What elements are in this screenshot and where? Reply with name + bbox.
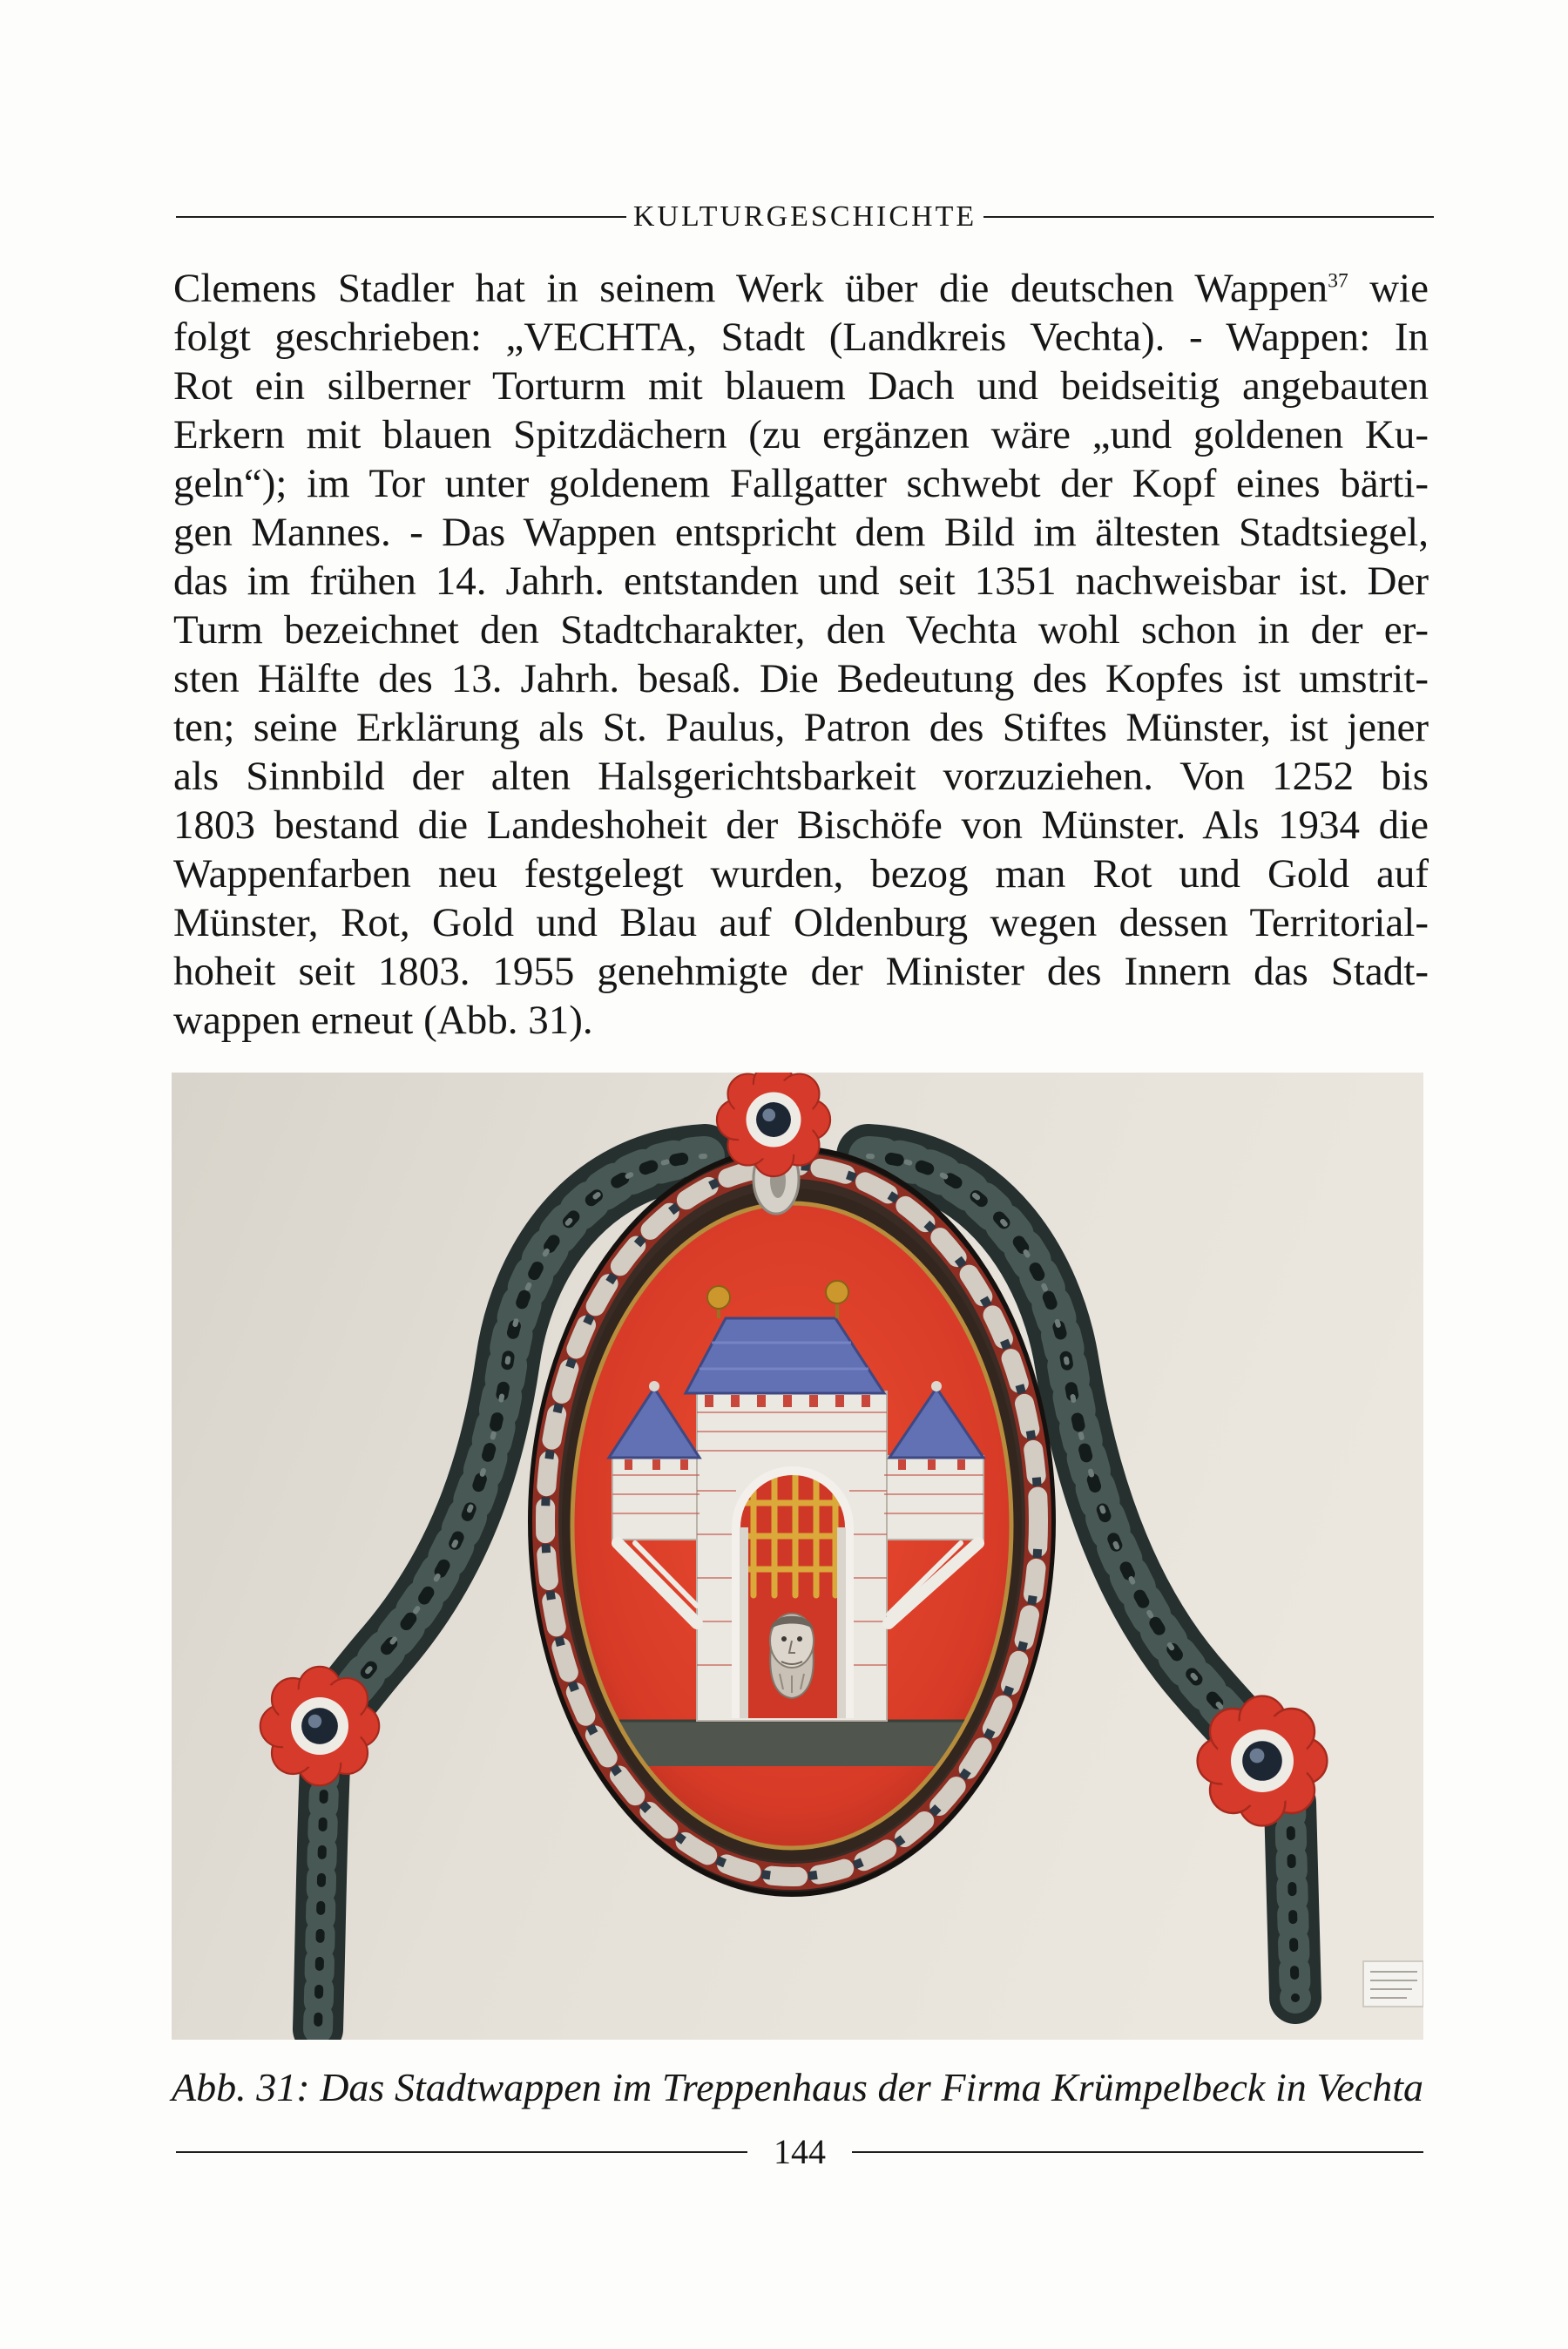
body-line: sten Hälfte des 13. Jahrh. besaß. Die Bedeutung des Kopfes ist umstrit- [173,656,1429,701]
running-head-rule-right [983,216,1434,218]
body-line: 1803 bestand die Landeshoheit der Bischöfe von Münster. Als 1934 die [173,802,1429,848]
rosette-top [717,1073,830,1176]
body-line [173,264,1429,313]
folio-rule-right [852,2151,1423,2153]
body-line: Erkern mit blauen Spitzdächern (zu ergänzen wäre „und goldenen Ku- [173,412,1429,457]
body-line: Wappenfarben neu festgelegt wurden, bezog man Rot und Gold auf [173,851,1429,897]
running-head-rule-left [176,216,626,218]
body-line: Münster, Rot, Gold und Blau auf Oldenburg wegen dessen Territorial- [173,900,1429,945]
rosette-left [260,1667,379,1785]
golden-ball [826,1281,848,1303]
page-number: 144 [774,2132,826,2171]
figure-photo [172,1073,1423,2040]
figure-caption: Abb. 31: Das Stadtwappen im Treppenhaus der Firma Krümpelbeck in Vechta [172,2065,1423,2109]
body-line: gen Mannes. - Das Wappen entspricht dem Bild im ältesten Stadtsiegel, [173,510,1429,555]
body-line: geln“); im Tor unter goldenem Fallgatter schwebt der Kopf eines bärti- [173,461,1429,506]
folio-rule-left [176,2151,747,2153]
wall-label [1363,1961,1423,2007]
running-head-title: KULTURGESCHICHTE [632,200,977,233]
body-line-text: Clemens Stadler hat in seinem Werk über die deutschen Wappen [173,266,1328,311]
body-text [173,264,1429,1045]
body-line: ten; seine Erklärung als St. Paulus, Patron des Stiftes Münster, ist jener [173,705,1429,750]
body-line: hoheit seit 1803. 1955 genehmigte der Minister des Innern das Stadt- [173,949,1429,994]
body-line: als Sinnbild der alten Halsgerichtsbarkeit vorzuziehen. Von 1252 bis [173,754,1429,799]
folio [176,2133,1423,2171]
body-line: folgt geschrieben: „VECHTA, Stadt (Landkreis Vechta). - Wappen: In [173,315,1429,360]
footnote-reference: 37 [1328,269,1348,293]
running-head [176,199,1434,235]
bearded-head [770,1614,814,1698]
coat-of-arms-photo [172,1073,1423,2040]
body-line: wappen erneut (Abb. 31). [173,998,593,1043]
golden-ball [707,1286,730,1309]
body-line-text: wie [1348,266,1429,311]
body-line: das im frühen 14. Jahrh. entstanden und seit 1351 nachweisbar ist. Der [173,558,1429,604]
rosette-right [1198,1696,1328,1826]
body-line: Turm bezeichnet den Stadtcharakter, den Vechta wohl schon in der er- [173,607,1429,653]
body-line: Rot ein silberner Torturm mit blauem Dach und beidseitig angebauten [173,363,1429,409]
